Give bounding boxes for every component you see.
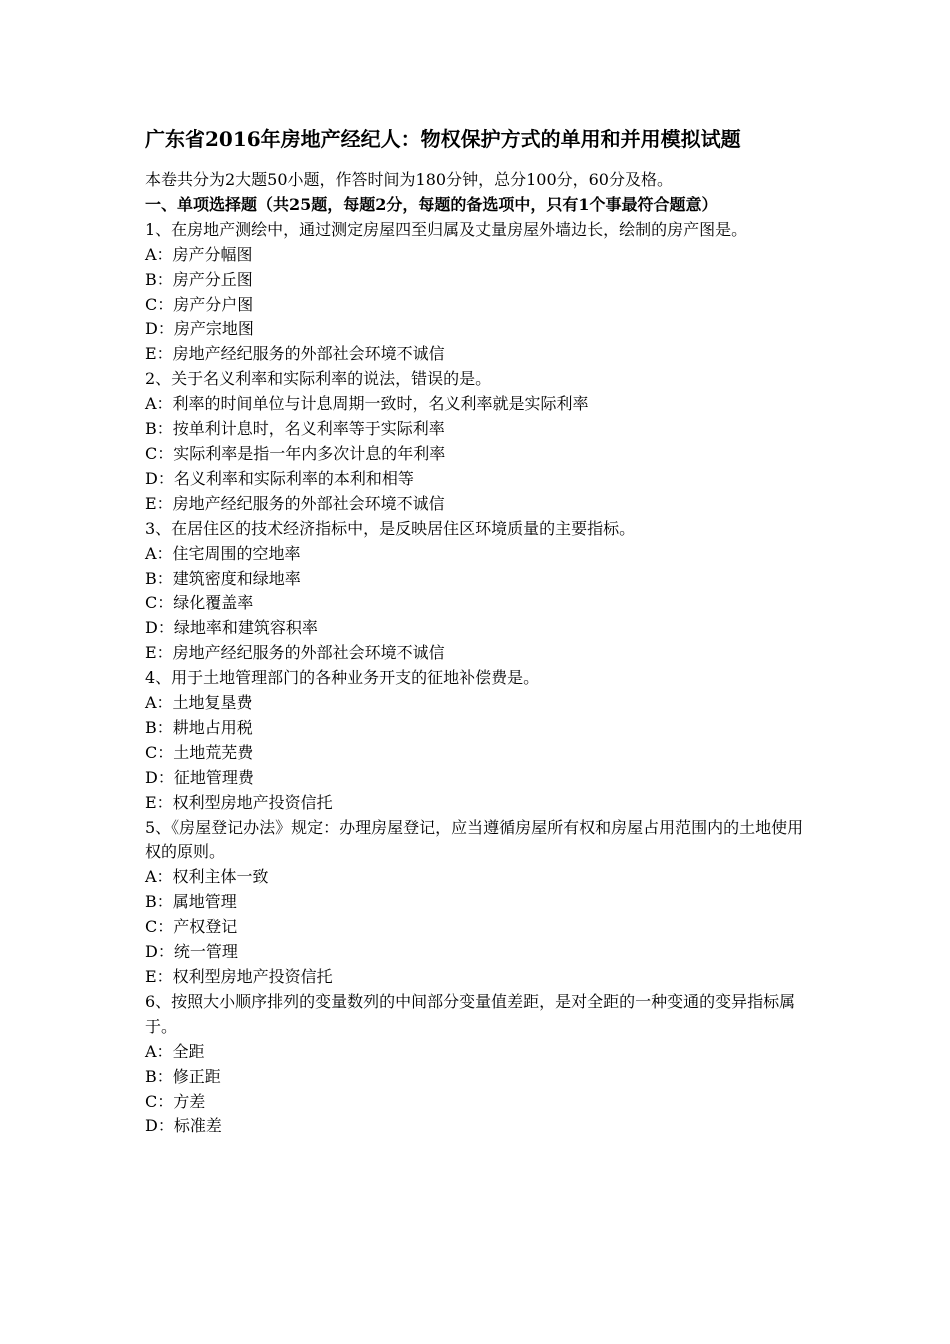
- option-d: D：征地管理费: [145, 767, 254, 787]
- option-c: C：方差: [145, 1091, 206, 1111]
- option-b: B：属地管理: [145, 892, 237, 912]
- option-c: C：房产分户图: [145, 294, 254, 314]
- option-a: A：利率的时间单位与计息周期一致时，名义利率就是实际利率: [145, 394, 589, 414]
- option-d: D：标准差: [145, 1116, 222, 1136]
- option-c: C：土地荒芜费: [145, 742, 254, 762]
- option-e: E：房地产经纪服务的外部社会环境不诚信: [145, 643, 445, 663]
- question-3: [145, 517, 815, 666]
- option-b: B：耕地占用税: [145, 717, 253, 737]
- question-stem: 1、在房地产测绘中，通过测定房屋四至归属及丈量房屋外墙边长，绘制的房产图是。: [145, 219, 748, 239]
- question-6: [145, 990, 815, 1139]
- option-c: C：绿化覆盖率: [145, 593, 254, 613]
- option-d: D：名义利率和实际利率的本利和相等: [145, 468, 414, 488]
- option-c: C：产权登记: [145, 917, 238, 937]
- option-a: A：土地复垦费: [145, 693, 253, 713]
- option-e: E：权利型房地产投资信托: [145, 792, 333, 812]
- option-b: B：修正距: [145, 1066, 221, 1086]
- option-a: A：全距: [145, 1041, 205, 1061]
- question-2: [145, 367, 815, 516]
- question-1: [145, 218, 815, 367]
- option-c: C：实际利率是指一年内多次计息的年利率: [145, 443, 446, 463]
- document-page: [145, 122, 815, 1139]
- question-stem: 3、在居住区的技术经济指标中，是反映居住区环境质量的主要指标。: [145, 518, 636, 538]
- question-stem: 6、按照大小顺序排列的变量数列的中间部分变量值差距，是对全距的一种变通的变异指标属于。: [145, 991, 796, 1036]
- question-stem: 2、关于名义利率和实际利率的说法，错误的是。: [145, 369, 492, 389]
- option-a: A：权利主体一致: [145, 867, 269, 887]
- option-d: D：统一管理: [145, 942, 238, 962]
- question-stem: 4、用于土地管理部门的各种业务开支的征地补偿费是。: [145, 668, 540, 688]
- document-title: 广东省2016年房地产经纪人：物权保护方式的单用和并用模拟试题: [145, 127, 741, 151]
- option-b: B：按单利计息时，名义利率等于实际利率: [145, 419, 445, 439]
- option-e: E：房地产经纪服务的外部社会环境不诚信: [145, 493, 445, 513]
- option-d: D：绿地率和建筑容积率: [145, 618, 318, 638]
- option-d: D：房产宗地图: [145, 319, 254, 339]
- option-a: A：房产分幅图: [145, 244, 253, 264]
- option-a: A：住宅周围的空地率: [145, 543, 301, 563]
- section-heading: 一、单项选择题（共25题，每题2分，每题的备选项中，只有1个事最符合题意）: [145, 194, 718, 214]
- option-e: E：权利型房地产投资信托: [145, 967, 333, 986]
- question-5: [145, 816, 815, 990]
- option-b: B：房产分丘图: [145, 269, 253, 289]
- exam-intro: 本卷共分为2大题50小题，作答时间为180分钟，总分100分，60分及格。: [145, 170, 673, 189]
- option-b: B：建筑密度和绿地率: [145, 568, 301, 588]
- question-4: [145, 666, 815, 815]
- question-stem: 5、《房屋登记办法》规定：办理房屋登记，应当遵循房屋所有权和房屋占用范围内的土地使用权的原则。: [145, 817, 804, 862]
- option-e: E：房地产经纪服务的外部社会环境不诚信: [145, 344, 445, 364]
